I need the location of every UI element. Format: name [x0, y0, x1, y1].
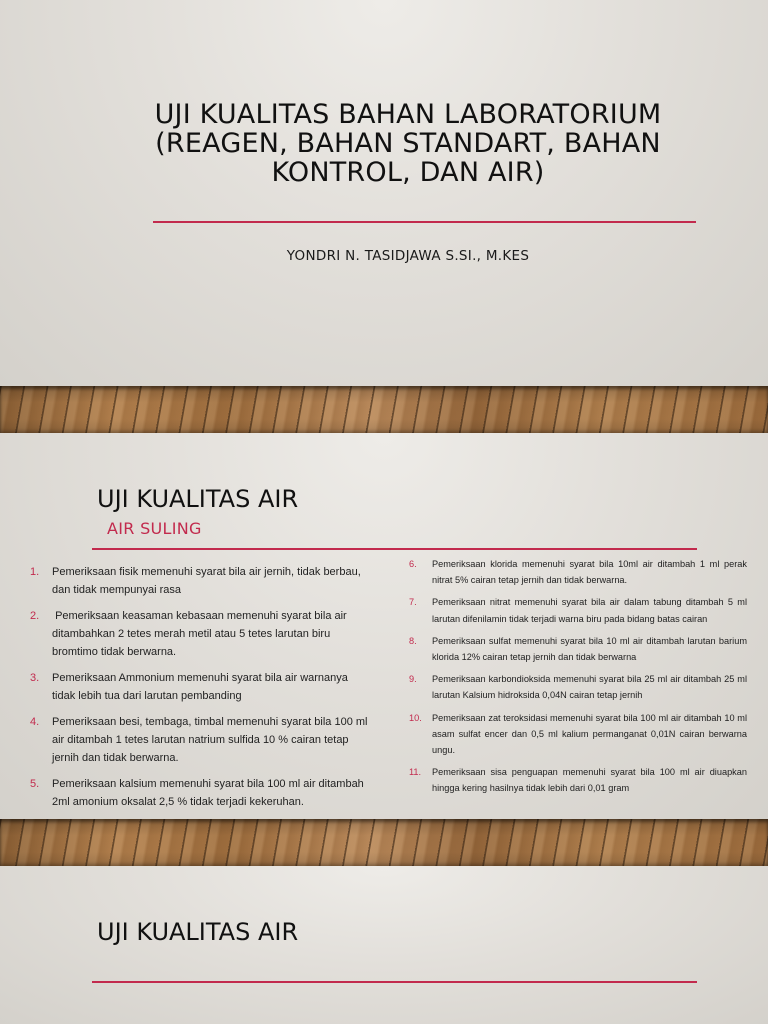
wood-floor-strip — [0, 819, 768, 866]
slide-2-subtitle: AIR SULING — [107, 519, 202, 538]
item-number: 6. — [409, 559, 417, 569]
item-text: Pemeriksaan nitrat memenuhi syarat bila air dalam tabung ditambah 5 ml larutan difenilamin tidak terjadi warna biru pada bidang batas cairan — [432, 597, 747, 624]
item-text: Pemeriksaan kalsium memenuhi syarat bila 100 ml air ditambah 2ml amonium oksalat 2,5 % tidak terjadi kekeruhan. — [52, 778, 364, 808]
item-text: Pemeriksaan zat teroksidasi memenuhi syarat bila 100 ml air ditambah 10 ml asam sulfat encer dan 0,5 ml kalium permanganat 0,01N cairan berwarna ungu. — [432, 712, 747, 756]
slide-2-title: UJI KUALITAS AIR — [97, 485, 299, 513]
slide-1-author: YONDRI N. TASIDJAWA S.SI., M.KES — [286, 248, 530, 264]
item-text: Pemeriksaan karbondioksida memenuhi syarat bila 25 ml air ditambah 25 ml larutan Kalsium hidroksida 0,04N cairan tetap jernih — [432, 674, 747, 701]
item-number: 1. — [30, 566, 40, 578]
wood-floor-strip — [0, 386, 768, 433]
test-list-left — [30, 563, 374, 819]
item-number: 4. — [30, 716, 40, 728]
item-text: Pemeriksaan keasaman kebasaan memenuhi syarat bila air ditambahkan 2 tetes merah metil atau 5 tetes larutan biru bromtimo tidak berwarna. — [52, 610, 350, 658]
list-item — [409, 764, 747, 796]
list-item — [30, 713, 374, 767]
item-number: 8. — [409, 635, 417, 646]
item-text: Pemeriksaan Ammonium memenuhi syarat bila air warnanya tidak lebih tua dari larutan pembanding — [52, 672, 348, 702]
slide-1-title — [120, 100, 696, 187]
list-item — [30, 669, 374, 705]
item-number: 5. — [30, 778, 40, 790]
title-divider — [153, 221, 696, 223]
slide-3-title: UJI KUALITAS AIR — [97, 918, 299, 946]
list-item — [30, 607, 374, 661]
item-text: Pemeriksaan sulfat memenuhi syarat bila 10 ml air ditambah larutan barium klorida 12% cairan tetap jernih dan tidak berwarna — [432, 635, 747, 663]
item-number: 2. — [30, 610, 40, 622]
list-item — [409, 633, 747, 665]
item-number: 10. — [409, 712, 422, 723]
item-number: 9. — [409, 674, 417, 685]
slide-2-divider — [92, 548, 697, 550]
slide-3-divider — [92, 981, 697, 983]
list-item — [409, 556, 747, 588]
list-item — [30, 563, 374, 599]
slide-1 — [0, 0, 768, 386]
item-text: Pemeriksaan fisik memenuhi syarat bila air jernih, tidak berbau, dan tidak mempunyai rasa — [52, 566, 361, 596]
title-line-3: KONTROL, DAN AIR) — [271, 157, 545, 188]
list-item — [409, 710, 747, 759]
title-line-1: UJI KUALITAS BAHAN LABORATORIUM — [154, 99, 662, 130]
title-line-2: (REAGEN, BAHAN STANDART, BAHAN — [155, 128, 661, 159]
item-number: 11. — [409, 767, 422, 778]
item-number: 7. — [409, 597, 417, 608]
list-item — [409, 671, 747, 703]
test-list-right — [409, 556, 747, 803]
list-item — [30, 775, 374, 811]
item-number: 3. — [30, 672, 40, 684]
item-text: Pemeriksaan sisa penguapan memenuhi syarat bila 100 ml air diuapkan hingga kering hasilnya tidak lebih dari 0,01 gram — [432, 767, 747, 794]
item-text: Pemeriksaan besi, tembaga, timbal memenuhi syarat bila 100 ml air ditambah 1 tetes larutan natrium sulfida 10 % cairan tetap jernih dan tidak berwarna. — [52, 716, 368, 764]
list-item — [409, 594, 747, 626]
item-text: Pemeriksaan klorida memenuhi syarat bila 10ml air ditambah 1 ml perak nitrat 5% cairan tetap jernih dan tidak berwarna. — [432, 559, 747, 586]
